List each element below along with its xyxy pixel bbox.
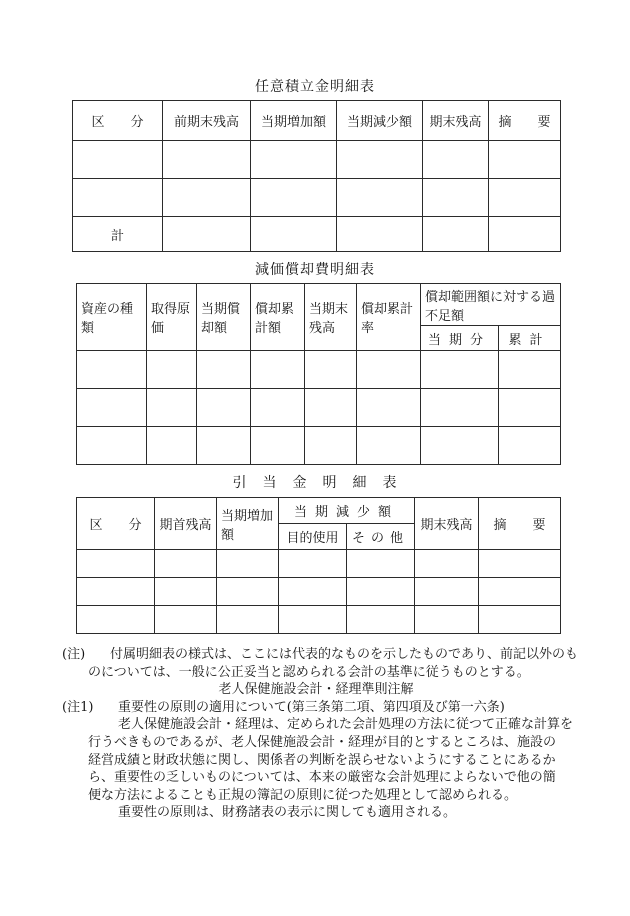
table1-header-row — [73, 101, 561, 141]
empty-cell — [251, 389, 305, 427]
table3-title: 引 当 金 明 細 表 — [232, 475, 398, 491]
empty-cell — [77, 550, 155, 578]
header-cell: 当期償却額 — [197, 284, 251, 351]
empty-cell — [421, 427, 499, 465]
empty-cell — [489, 179, 561, 217]
empty-cell — [279, 578, 347, 606]
subheader-cell: その他 — [347, 524, 415, 550]
empty-cell — [479, 550, 561, 578]
header-cell: 当期末残高 — [305, 284, 357, 351]
empty-cell — [155, 606, 217, 634]
empty-cell — [347, 550, 415, 578]
header-cell: 取得原価 — [147, 284, 197, 351]
header-cell: 当期減少額 — [337, 101, 423, 141]
empty-cell — [77, 578, 155, 606]
empty-cell — [499, 389, 561, 427]
empty-cell — [147, 351, 197, 389]
total-label-cell: 計 — [73, 217, 163, 252]
header-cell: 資産の種類 — [77, 284, 147, 351]
empty-cell — [423, 217, 489, 252]
note-label: (注) — [62, 647, 86, 662]
table2-title: 減価償却費明細表 — [255, 262, 375, 278]
table1-title: 任意積立金明細表 — [255, 79, 375, 95]
empty-cell — [347, 606, 415, 634]
empty-cell — [77, 351, 147, 389]
annotation-heading: 老人保健施設会計・経理準則注解 — [218, 682, 414, 698]
empty-cell — [217, 606, 279, 634]
header-cell: 償却累計額 — [251, 284, 305, 351]
table-row — [77, 578, 561, 606]
header-cell: 摘 要 — [479, 498, 561, 550]
empty-cell — [415, 550, 479, 578]
notes-section — [62, 646, 579, 822]
empty-cell — [73, 179, 163, 217]
empty-cell — [415, 578, 479, 606]
empty-cell — [489, 217, 561, 252]
empty-cell — [197, 351, 251, 389]
empty-cell — [305, 427, 357, 465]
table-row — [77, 389, 561, 427]
header-cell: 区 分 — [77, 498, 155, 550]
empty-cell — [197, 389, 251, 427]
empty-cell — [415, 606, 479, 634]
empty-cell — [279, 550, 347, 578]
empty-cell — [155, 578, 217, 606]
empty-cell — [489, 141, 561, 179]
header-cell: 期末残高 — [415, 498, 479, 550]
empty-cell — [357, 389, 421, 427]
empty-cell — [163, 179, 251, 217]
empty-cell — [357, 351, 421, 389]
header-cell: 前期末残高 — [163, 101, 251, 141]
empty-cell — [251, 141, 337, 179]
table-row — [77, 606, 561, 634]
header-cell: 期末残高 — [423, 101, 489, 141]
empty-cell — [155, 550, 217, 578]
empty-cell — [305, 351, 357, 389]
empty-cell — [251, 217, 337, 252]
voluntary-reserve-table — [72, 100, 561, 252]
empty-cell — [499, 351, 561, 389]
empty-cell — [357, 427, 421, 465]
note-line: ら、重要性の乏しいものについては、本来の厳密な会計処理によらないで他の簡 — [88, 770, 556, 786]
note-closing-line: 重要性の原則は、財務諸表の表示に関しても適用される。 — [118, 805, 457, 821]
subheader-cell: 当期分 — [421, 326, 499, 351]
header-cell: 償却累計率 — [357, 284, 421, 351]
note-line: 付属明細表の様式は、ここには代表的なものを示したものであり、前記以外のも — [110, 647, 579, 662]
empty-cell — [251, 351, 305, 389]
span-header-cell: 償却範囲額に対する過不足額 — [421, 284, 561, 326]
note-line: 老人保健施設会計・経理は、定められた会計処理の方法に従つて正確な計算を — [118, 717, 574, 733]
table-row — [73, 141, 561, 179]
empty-cell — [147, 389, 197, 427]
empty-cell — [479, 578, 561, 606]
empty-cell — [337, 141, 423, 179]
header-cell: 摘 要 — [489, 101, 561, 141]
empty-cell — [217, 550, 279, 578]
note-line: 便な方法によることも正規の簿記の原則に従つた処理として認められる。 — [88, 787, 518, 803]
empty-cell — [77, 389, 147, 427]
table-row — [77, 427, 561, 465]
empty-cell — [251, 427, 305, 465]
empty-cell — [279, 606, 347, 634]
note-line: 行うべきものであるが、老人保健施設会計・経理が目的とするところは、施設の — [88, 734, 557, 750]
table2-header-row — [77, 284, 561, 326]
empty-cell — [77, 606, 155, 634]
table-row — [77, 351, 561, 389]
table1-total-row — [73, 217, 561, 252]
note-line: 経営成績と財政状態に関し、関係者の判断を誤らせないようにすることにあるか — [88, 752, 556, 768]
depreciation-table — [76, 283, 561, 465]
header-cell: 期首残高 — [155, 498, 217, 550]
header-cell: 区 分 — [73, 101, 163, 141]
note-general — [62, 646, 579, 681]
empty-cell — [347, 578, 415, 606]
empty-cell — [421, 389, 499, 427]
header-cell: 当期増加額 — [217, 498, 279, 550]
allowance-table — [76, 497, 561, 634]
table-row — [77, 550, 561, 578]
note-title-line: 重要性の原則の適用について(第三条第二項、第四項及び第一六条) — [118, 699, 505, 715]
empty-cell — [217, 578, 279, 606]
empty-cell — [423, 141, 489, 179]
empty-cell — [305, 389, 357, 427]
empty-cell — [147, 427, 197, 465]
note-1 — [62, 699, 574, 822]
subheader-cell: 累計 — [499, 326, 561, 351]
table3-header-row — [77, 498, 561, 524]
empty-cell — [499, 427, 561, 465]
span-header-cell: 当期減少額 — [279, 498, 415, 524]
empty-cell — [163, 217, 251, 252]
note-label: (注1) — [62, 699, 94, 715]
empty-cell — [251, 179, 337, 217]
empty-cell — [421, 351, 499, 389]
table-row — [73, 179, 561, 217]
note-line: のについては、一般に公正妥当と認められる会計の基準に従うものとする。 — [88, 664, 530, 680]
empty-cell — [197, 427, 251, 465]
empty-cell — [73, 141, 163, 179]
empty-cell — [423, 179, 489, 217]
empty-cell — [337, 217, 423, 252]
empty-cell — [337, 179, 423, 217]
subheader-cell: 目的使用 — [279, 524, 347, 550]
header-cell: 当期増加額 — [251, 101, 337, 141]
empty-cell — [479, 606, 561, 634]
empty-cell — [77, 427, 147, 465]
empty-cell — [163, 141, 251, 179]
